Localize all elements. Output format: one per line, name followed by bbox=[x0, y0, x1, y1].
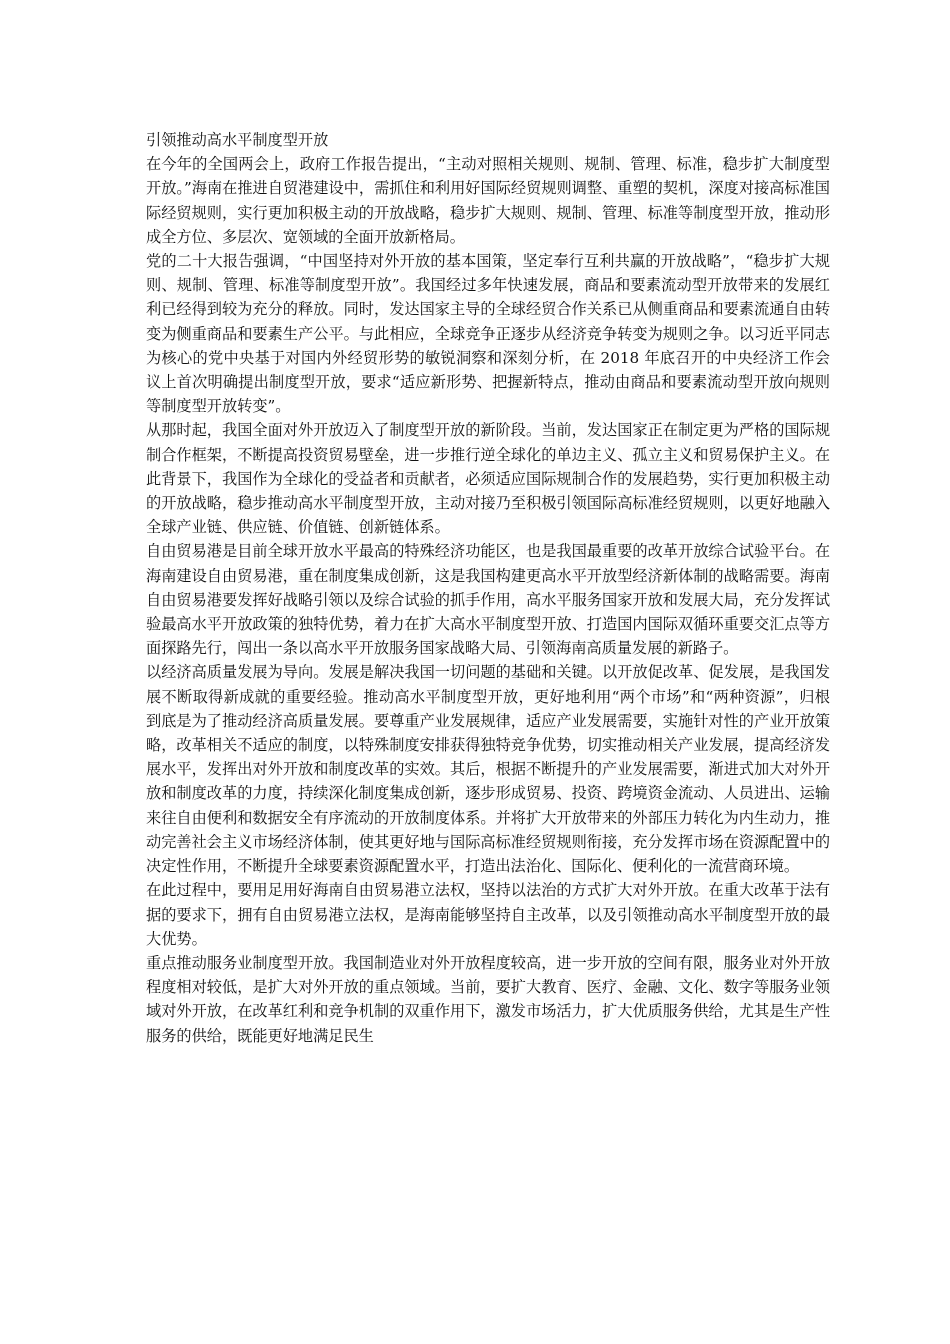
document-page bbox=[146, 128, 830, 1048]
paragraph-6: 在此过程中，要用足用好海南自由贸易港立法权，坚持以法治的方式扩大对外开放。在重大改革于法有据的要求下，拥有自由贸易港立法权，是海南能够坚持自主改革，以及引领推动高水平制度型开放的最大优势。 bbox=[146, 881, 830, 948]
paragraph-1: 在今年的全国两会上，政府工作报告提出，“主动对照相关规则、规制、管理、标准，稳步扩大制度型开放。”海南在推进自贸港建设中，需抓住和利用好国际经贸规则调整、重塑的契机，深度对接高标准国际经贸规则，实行更加积极主动的开放战略，稳步扩大规则、规制、管理、标准等制度型开放，推动形成全方位、多层次、宽领域的全面开放新格局。 bbox=[146, 155, 830, 246]
paragraph-7: 重点推动服务业制度型开放。我国制造业对外开放程度较高，进一步开放的空间有限，服务业对外开放程度相对较低，是扩大对外开放的重点领域。当前，要扩大教育、医疗、金融、文化、数字等服务业领域对外开放，在改革红利和竞争机制的双重作用下，激发市场活力，扩大优质服务供给，尤其是生产性服务的供给，既能更好地满足民生 bbox=[146, 953, 830, 1045]
paragraph-2: 党的二十大报告强调，“中国坚持对外开放的基本国策，坚定奉行互利共赢的开放战略”，“稳步扩大规则、规制、管理、标准等制度型开放”。我国经过多年快速发展，商品和要素流动型开放带来的发展红利已经得到较为充分的释放。同时，发达国家主导的全球经贸合作关系已从侧重商品和要素流通自由转变为侧重商品和要素生产公平。与此相应，全球竞争正逐步从经济竞争转变为规则之争。以习近平同志为核心的党中央基于对国内外经贸形势的敏锐洞察和深刻分析，在 2018 年底召开的中央经济工作会议上首次明确提出制度型开放，要求“适应新形势、把握新特点，推动由商品和要素流动型开放向规则等制度型开放转变”。 bbox=[146, 252, 830, 416]
paragraph-5: 以经济高质量发展为导向。发展是解决我国一切问题的基础和关键。以开放促改革、促发展，是我国发展不断取得新成就的重要经验。推动高水平制度型开放，更好地利用“两个市场”和“两种资源”，归根到底是为了推动经济高质量发展。要尊重产业发展规律，适应产业发展需要，实施针对性的产业开放策略，改革相关不适应的制度，以特殊制度安排获得独特竞争优势，切实推动相关产业发展，提高经济发展水平，发挥出对外开放和制度改革的实效。其后，根据不断提升的产业发展需要，渐进式加大对外开放和制度改革的力度，持续深化制度集成创新，逐步形成贸易、投资、跨境资金流动、人员进出、运输来往自由便利和数据安全有序流动的开放制度体系。并将扩大开放带来的外部压力转化为内生动力，推动完善社会主义市场经济体制，使其更好地与国际高标准经贸规则衔接，充分发挥市场在资源配置中的决定性作用，不断提升全球要素资源配置水平，打造出法治化、国际化、便利化的一流营商环境。 bbox=[146, 663, 830, 876]
paragraph-4: 自由贸易港是目前全球开放水平最高的特殊经济功能区，也是我国最重要的改革开放综合试验平台。在海南建设自由贸易港，重在制度集成创新，这是我国构建更高水平开放型经济新体制的战略需要。海南自由贸易港要发挥好战略引领以及综合试验的抓手作用，高水平服务国家开放和发展大局，充分发挥试验最高水平开放政策的独特优势，着力在扩大高水平制度型开放、打造国内国际双循环重要交汇点等方面探路先行，闯出一条以高水平开放服务国家战略大局、引领海南高质量发展的新路子。 bbox=[146, 542, 830, 658]
paragraph-3: 从那时起，我国全面对外开放迈入了制度型开放的新阶段。当前，发达国家正在制定更为严格的国际规制合作框架，不断提高投资贸易壁垒，进一步推行逆全球化的单边主义、孤立主义和贸易保护主义。在此背景下，我国作为全球化的受益者和贡献者，必须适应国际规制合作的发展趋势，实行更加积极主动的开放战略，稳步推动高水平制度型开放，主动对接乃至积极引领国际高标准经贸规则，以更好地融入全球产业链、供应链、价值链、创新链体系。 bbox=[146, 421, 830, 537]
document-title: 引领推动高水平制度型开放 bbox=[146, 131, 329, 149]
